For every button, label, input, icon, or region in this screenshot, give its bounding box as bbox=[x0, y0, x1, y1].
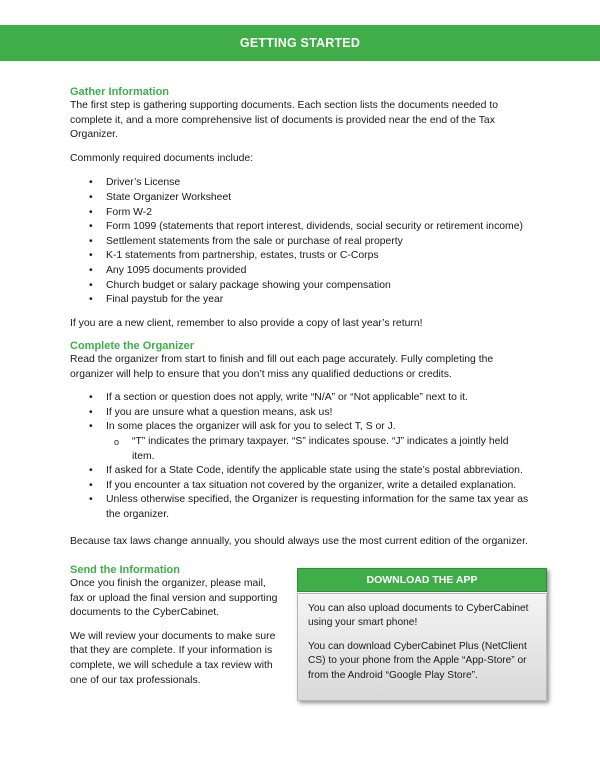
app-para-1: You can also upload documents to CyberCabinet using your smart phone! bbox=[308, 603, 529, 629]
page-banner: GETTING STARTED bbox=[0, 25, 600, 61]
gather-list-intro: Commonly required documents include: bbox=[70, 152, 254, 164]
list-item: • Form 1099 (statements that report interest, dividends, social security or retirement income) bbox=[70, 220, 530, 235]
list-item: • Church budget or salary package showing your compensation bbox=[70, 279, 530, 294]
gather-section bbox=[70, 85, 530, 331]
send-para-2: We will review your documents to make sure that they are complete. If your information is complete, we will schedule a tax review with one of our tax professionals. bbox=[70, 630, 276, 686]
complete-closing: Because tax laws change annually, you should always use the most current edition of the organizer. bbox=[70, 535, 528, 547]
download-app-box bbox=[297, 568, 547, 701]
list-item: • Form W-2 bbox=[70, 206, 530, 221]
instructions-list bbox=[70, 391, 530, 522]
send-heading: Send the Information bbox=[70, 564, 180, 576]
list-item: • Settlement statements from the sale or purchase of real property bbox=[70, 235, 530, 250]
sub-list bbox=[106, 435, 530, 464]
list-item: • If a section or question does not apply, write “N/A” or “Not applicable” next to it. bbox=[70, 391, 530, 406]
list-item: • Final paystub for the year bbox=[70, 293, 530, 308]
sub-list-item: o “T” indicates the primary taxpayer. “S” indicates spouse. “J” indicates a jointly held item. bbox=[106, 435, 530, 464]
list-item-text: In some places the organizer will ask for you to select T, S or J. bbox=[106, 421, 396, 433]
list-item: • Any 1095 documents provided bbox=[70, 264, 530, 279]
list-item: • K-1 statements from partnership, estates, trusts or C-Corps bbox=[70, 249, 530, 264]
complete-section bbox=[70, 339, 530, 549]
list-item: • If asked for a State Code, identify the applicable state using the state’s postal abbreviation. bbox=[70, 464, 530, 479]
list-item: • Unless otherwise specified, the Organizer is requesting information for the same tax year as the organizer. bbox=[70, 493, 530, 522]
app-para-2: You can download CyberCabinet Plus (NetClient CS) to your phone from the Apple “App-Store” or from the Android “Google Play Store”. bbox=[308, 640, 527, 681]
download-app-title: DOWNLOAD THE APP bbox=[297, 568, 547, 592]
gather-intro: The first step is gathering supporting documents. Each section lists the documents needed to complete it, and a more comprehensive list of documents is provided near the end of the Tax Organizer. bbox=[70, 100, 498, 141]
list-item: • State Organizer Worksheet bbox=[70, 191, 530, 206]
list-item: • If you encounter a tax situation not covered by the organizer, write a detailed explanation. bbox=[70, 479, 530, 494]
download-app-body bbox=[297, 593, 547, 701]
new-client-note: If you are a new client, remember to also provide a copy of last year’s return! bbox=[70, 317, 423, 329]
list-item: • Driver’s License bbox=[70, 176, 530, 191]
gather-heading: Gather Information bbox=[70, 86, 170, 98]
list-item: • If you are unsure what a question means, ask us! bbox=[70, 406, 530, 421]
send-para-1: Once you finish the organizer, please mail, fax or upload the final version and supporting documents to the CyberCabinet. bbox=[70, 578, 278, 619]
complete-heading: Complete the Organizer bbox=[70, 340, 195, 352]
complete-intro: Read the organizer from start to finish and fill out each page accurately. Fully completing the organizer will help to ensure that you don’t miss any qualified deductions or credits. bbox=[70, 354, 494, 380]
documents-list bbox=[70, 176, 530, 307]
list-item bbox=[70, 420, 530, 464]
send-section bbox=[70, 563, 282, 688]
